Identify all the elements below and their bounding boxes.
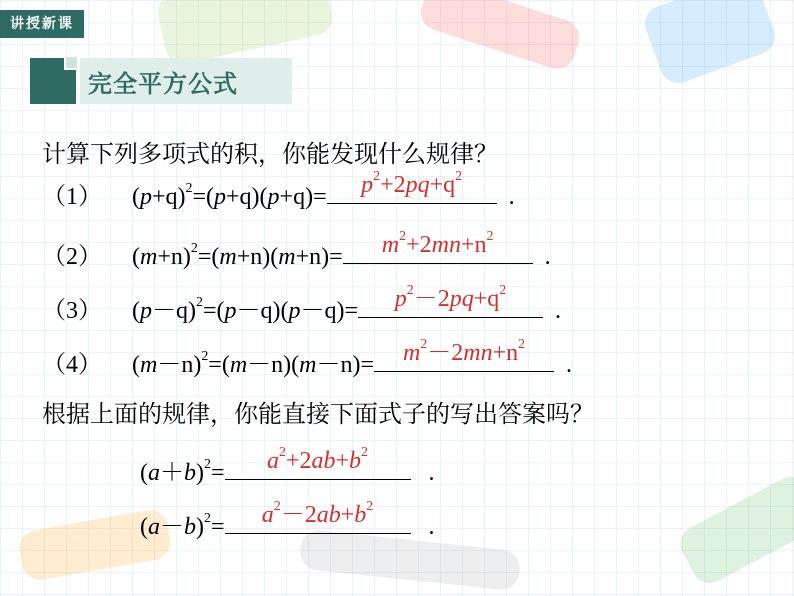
period: .: [566, 352, 573, 378]
formula-difference-square: [140, 499, 435, 541]
background-pencil-doodle: [155, 0, 336, 67]
background-pencil-doodle: [674, 471, 794, 590]
formula-sum-square: [140, 445, 435, 487]
answer-blank: [343, 229, 533, 264]
answer-blank: [225, 499, 411, 534]
answer-text: $a^2-2ab+b^2$: [261, 499, 374, 528]
answer-text: $p^2+2pq+q^2$: [361, 169, 463, 198]
answer-text: $a^2+2ab+b^2$: [267, 445, 368, 474]
period: .: [428, 460, 435, 486]
question-prompt: 计算下列多项式的积，你能发现什么规律？: [42, 140, 498, 168]
section-title-bar: [30, 58, 292, 104]
item-label: （2）: [42, 244, 102, 270]
answer-text: $p^2-2pq+q^2$: [394, 283, 507, 312]
item-label: （3）: [42, 298, 102, 324]
answer-blank: [358, 283, 543, 318]
answer-blank: [327, 169, 497, 204]
exercise-item-1: [42, 169, 515, 211]
exercise-item-4: [42, 337, 573, 379]
item-expression: $(m-n)^2=(m-n)(m-n)=$: [132, 349, 375, 378]
period: .: [544, 244, 551, 270]
answer-text: $m^2+2mn+n^2$: [381, 229, 494, 258]
formula-expression: $(a-b)^2=$: [140, 511, 225, 540]
section-title: 完全平方公式: [88, 70, 238, 98]
period: .: [508, 184, 515, 210]
exercise-item-3: [42, 283, 561, 325]
section-square-icon: [30, 58, 76, 104]
period: .: [428, 514, 435, 540]
period: .: [555, 298, 561, 324]
background-pencil-doodle: [640, 0, 780, 88]
question-prompt-2: 根据上面的规律，你能直接下面式子的写出答案吗？: [42, 400, 594, 428]
answer-text: $m^2-2mn+n^2$: [402, 337, 526, 366]
background-pencil-doodle: [416, 0, 584, 73]
answer-blank: [374, 337, 554, 372]
item-label: （1）: [42, 184, 102, 210]
exercise-item-2: [42, 229, 551, 271]
answer-blank: [225, 445, 411, 480]
item-label: （4）: [42, 352, 102, 378]
item-expression: $(m+n)^2=(m+n)(m+n)=$: [132, 241, 343, 270]
item-expression: $(p-q)^2=(p-q)(p-q)=$: [132, 295, 358, 324]
item-expression: $(p+q)^2=(p+q)(p+q)=$: [132, 181, 327, 210]
lesson-badge: 讲授新课: [0, 10, 84, 38]
formula-expression: $(a+b)^2=$: [140, 457, 225, 486]
